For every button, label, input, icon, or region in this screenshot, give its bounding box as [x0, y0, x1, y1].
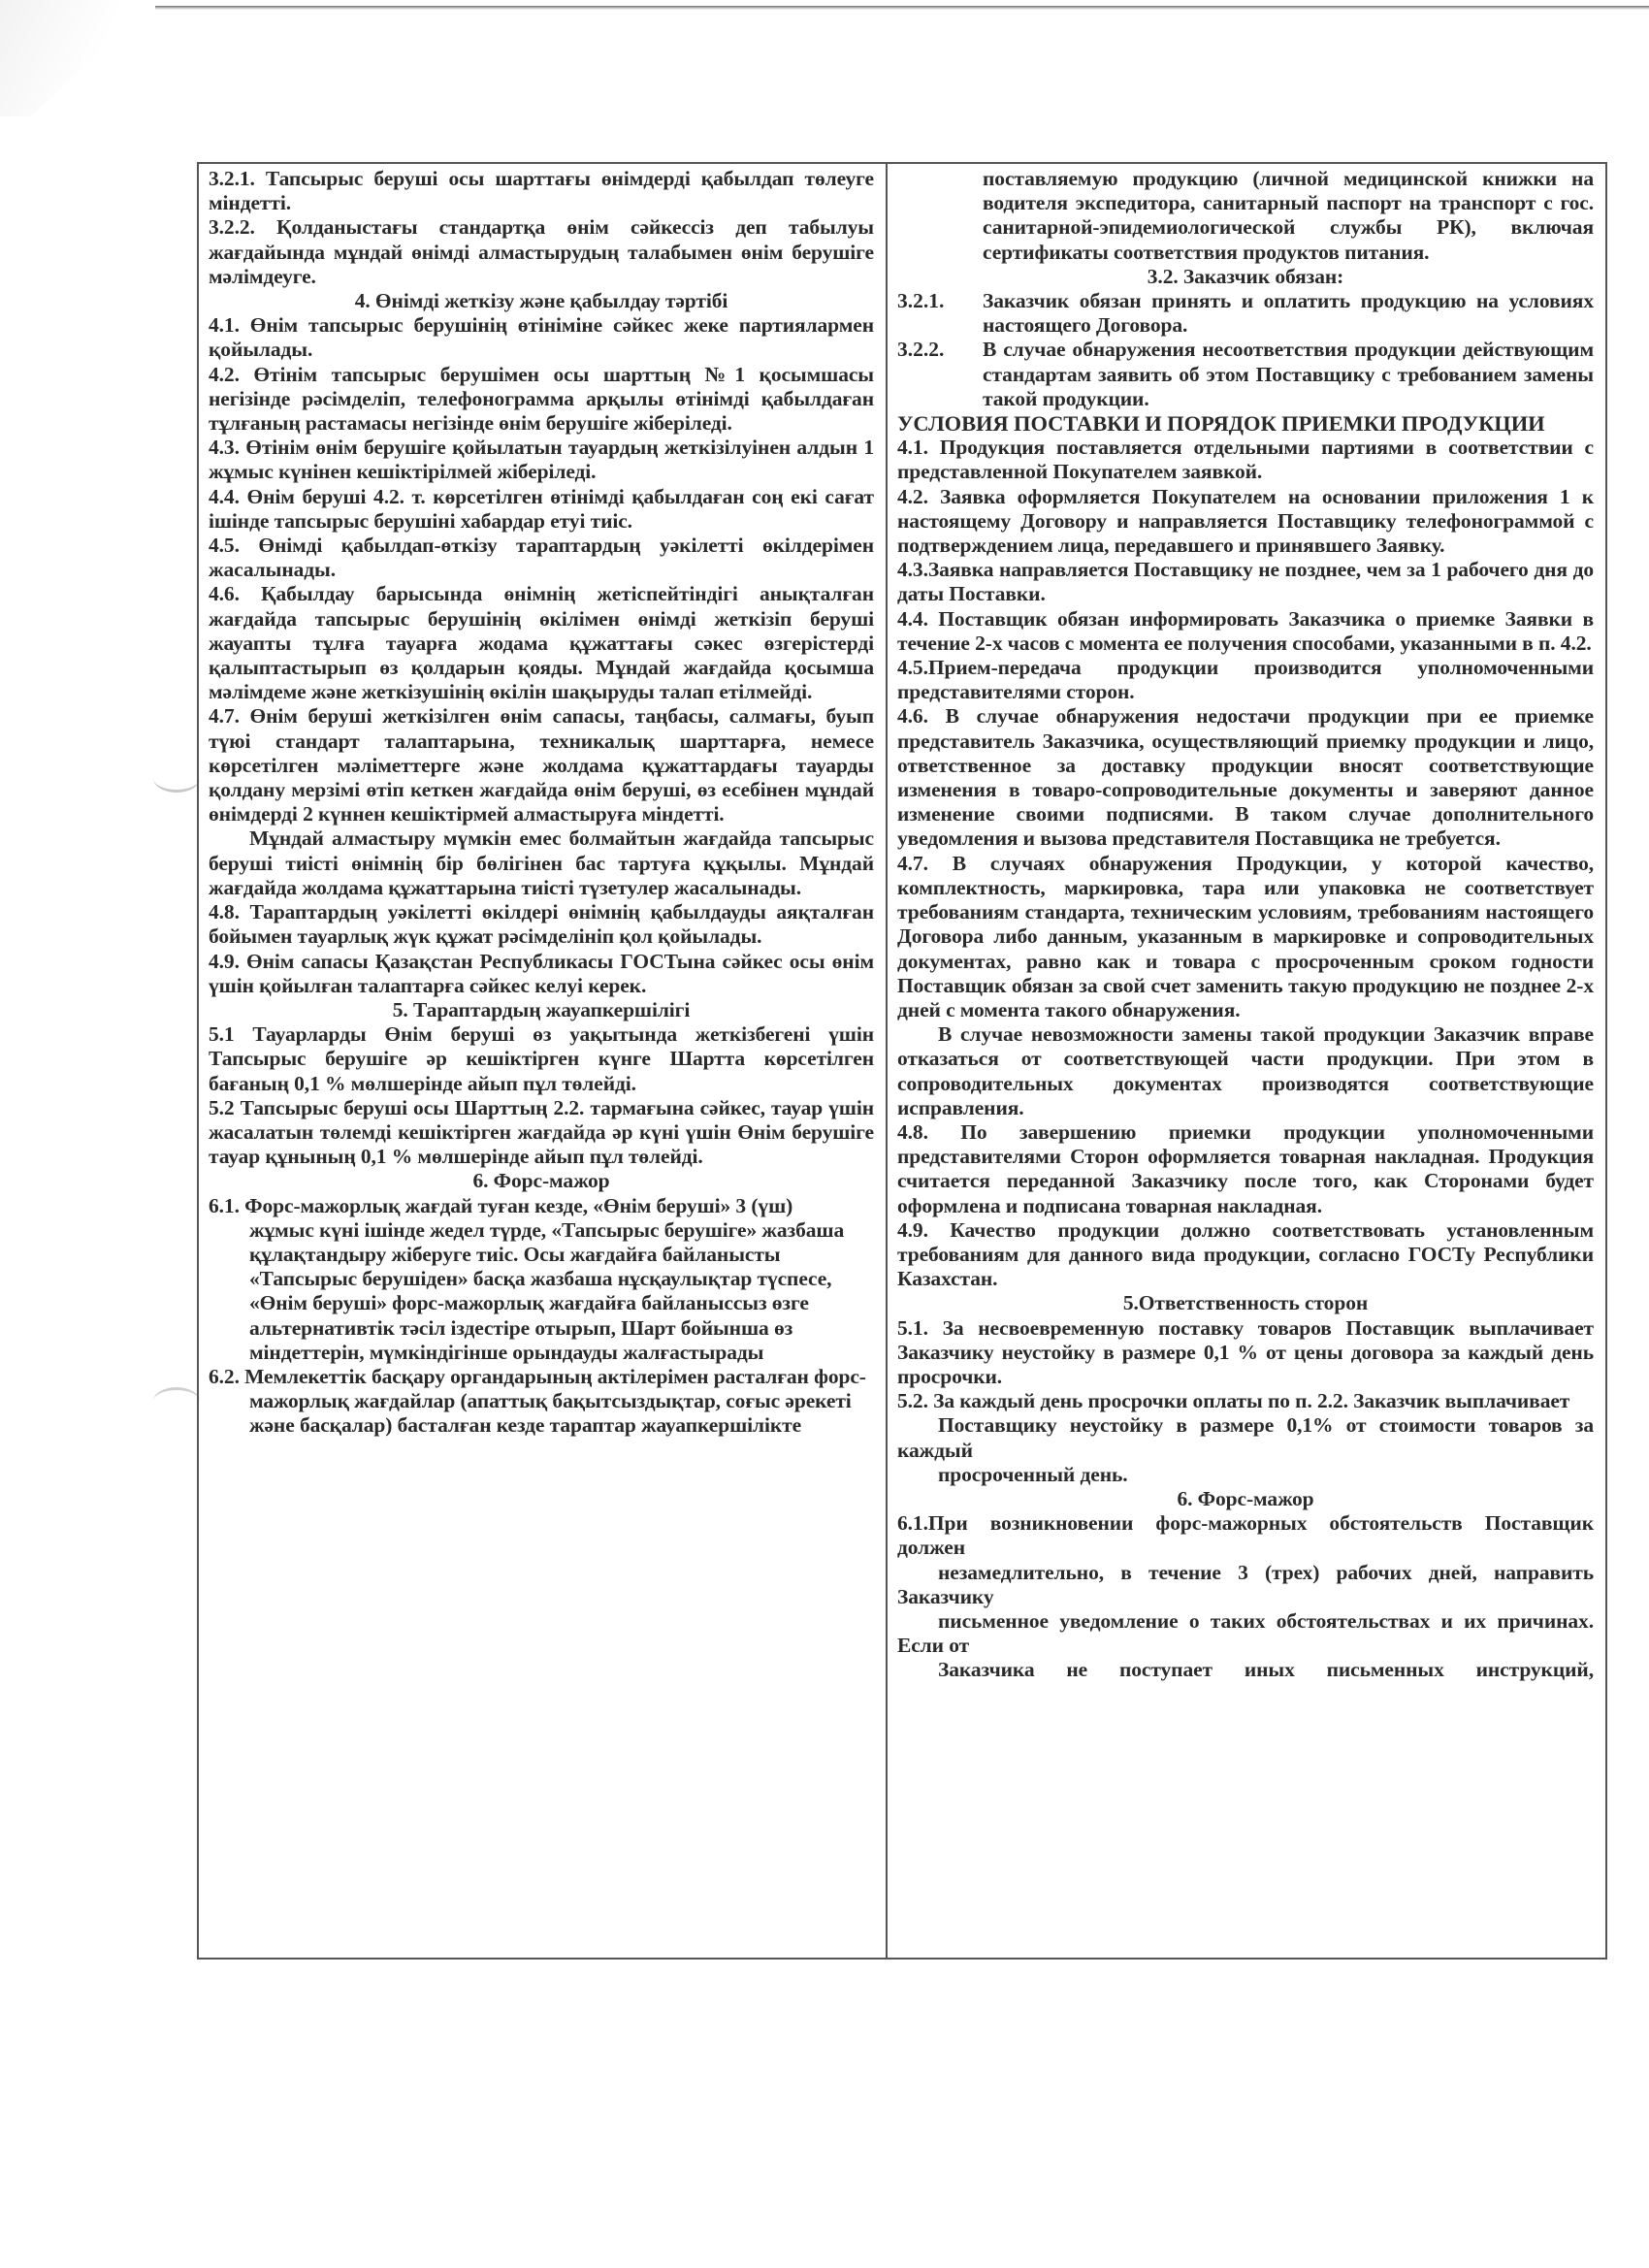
clause-paragraph-kk: 4.6. Қабылдау барысында өнімнің жетіспейтіндігі анықталған жағдайда тапсырыс берушінің өкілімен өнімді жеткізіп беруші жауапты тұлға тауарға жодама құжаттағы сәкес өзгерістерді қалыптастырып өз қолдарын қояды. Мұндай жағдайда қосымша мәлімдеме және жеткізушінің өкілін шақыруды талап етілмейді.	[209, 582, 874, 704]
section-heading-kk: 4. Өнімді жеткізу және қабылдау тәртібі	[354, 289, 728, 313]
section-heading-ru: УСЛОВИЯ ПОСТАВКИ И ПОРЯДОК ПРИЕМКИ ПРОДУКЦИИ	[897, 411, 1545, 437]
clause-text-ru: поставляемую продукцию (личной медицинской книжки на водителя экспедитора, санитарный паспорт на транспорт с гос. санитарной-эпидемиологической службы РК), включая сертификаты соответствия продуктов питания.	[983, 167, 1594, 264]
clause-paragraph-ru: Заказчика не поступает иных письменных инструкций,	[938, 1658, 1594, 1682]
clause-paragraph-kk: міндеттерін, мүмкіндігінше орындауды жалғастырады	[249, 1340, 764, 1364]
clause-paragraph-ru: В случае невозможности замены такой продукции Заказчик вправе отказаться от соответствующей части продукции. При этом в сопроводительных документах производятся соответствующие исправления.	[897, 1022, 1594, 1119]
section-heading-ru: 6. Форс-мажор	[1177, 1486, 1314, 1510]
clause-paragraph-ru: 6.1.При возникновении форс-мажорных обстоятельств Поставщик должен	[897, 1511, 1594, 1560]
clause-paragraph-kk: Мұндай алмастыру мүмкін емес болмайтын жағдайда тапсырыс беруші тиісті өнімнің бір бөлігінен бас тартуға құқылы. Мұндай жағдайда жолдама құжаттарына тиісті түзетулер жасалынады.	[209, 826, 874, 899]
punch-hole-upper	[153, 766, 200, 793]
clause-paragraph-kk: «Өнім беруші» форс-мажорлық жағдайға байланыссыз өзге	[249, 1291, 809, 1315]
clause-paragraph-kk: «Тапсырыс берушіден» басқа жазбаша нұсқаулықтар түспесе,	[249, 1267, 832, 1291]
clause-paragraph-ru: незамедлительно, в течение 3 (трех) рабочих дней, направить Заказчику	[897, 1560, 1594, 1608]
punch-hole-lower	[153, 1387, 200, 1413]
scan-page-edge-top	[155, 6, 1649, 10]
clause-paragraph-ru: 4.6. В случае обнаружения недостачи продукции при ее приемке представитель Заказчика, осуществляющий приемку продукции и лицо, ответственное за доставку продукции вносят соответствующие изменения в товаро-сопроводительные документы и заверяют данное изменение своими подписями. В таком случае дополнительного уведомления и вызова представителя Поставщика не требуется.	[897, 704, 1594, 851]
clause-paragraph-kk: 4.7. Өнім беруші жеткізілген өнім сапасы, таңбасы, салмағы, буып түюі стандарт талаптарына, техникалық шарттарға, немесе көрсетілген мәліметтерге және жолдама құжаттардағы тауарды қолдану мерзімі өтіп кеткен жағдайда өнім беруші, өз есебінен мұндай өнімдерді 2 күннен кешіктірмей алмастыруға міндетті.	[209, 704, 874, 826]
clause-paragraph-kk: 4.4. Өнім беруші 4.2. т. көрсетілген өтінімді қабылдаған соң екі сағат ішінде тапсырыс берушіні хабардар етуі тиіс.	[209, 484, 874, 533]
clause-number: 3.2.1.	[897, 289, 945, 313]
clause-paragraph-kk: 6.1. Форс-мажорлық жағдай туған кезде, «Өнім беруші» 3 (үш)	[209, 1193, 793, 1217]
clause-paragraph-kk: 4.9. Өнім сапасы Қазақстан Республикасы ГОСТына сәйкес осы өнім үшін қойылған талаптарға сәйкес келуі керек.	[209, 949, 874, 997]
clause-paragraph-kk: және басқалар) басталған кезде тараптар жауапкершілікте	[249, 1413, 802, 1438]
clause-paragraph-kk: альтернативтік тәсіл іздестіре отырып, Шарт бойынша өз	[249, 1315, 793, 1340]
clause-text-ru: Заказчик обязан принять и оплатить продукцию на условиях настоящего Договора.	[983, 289, 1594, 338]
bilingual-contract-table	[197, 162, 1607, 1960]
clause-paragraph-kk: 3.2.2. Қолданыстағы стандартқа өнім сәйкессіз деп табылуы жағдайында мұндай өнімді алмастырудың талабымен өнім берушіге мәлімдеуге.	[209, 215, 874, 288]
clause-paragraph-kk: 4.1. Өнім тапсырыс берушінің өтініміне сәйкес жеке партиялармен қойылады.	[209, 313, 874, 362]
clause-item-ru	[897, 289, 1594, 338]
clause-paragraph-ru: 4.3.Заявка направляется Поставщику не позднее, чем за 1 рабочего дня до даты Поставки.	[897, 558, 1594, 606]
clause-paragraph-ru: письменное уведомление о таких обстоятельствах и их причинах. Если от	[897, 1608, 1594, 1658]
clause-paragraph-kk: мажорлық жағдайлар (апаттық бақытсыздықтар, соғыс әрекеті	[249, 1389, 852, 1413]
clause-paragraph-kk: 4.8. Тараптардың уәкілетті өкілдері өнімнің қабылдауды аяқталған бойымен тауарлық жүк құжат рәсімделініп қол қойылады.	[209, 900, 874, 949]
clause-paragraph-ru: 4.2. Заявка оформляется Покупателем на основании приложения 1 к настоящему Договору и направляется Поставщику телефонограммой с подтверждением лица, передавшего и принявшего Заявку.	[897, 484, 1594, 558]
clause-paragraph-ru: 5.2. За каждый день просрочки оплаты по п. 2.2. Заказчик выплачивает	[897, 1389, 1570, 1413]
clause-paragraph-ru: просроченный день.	[938, 1462, 1128, 1486]
clause-paragraph-ru: 4.8. По завершению приемки продукции уполномоченными представителями Сторон оформляется товарная накладная. Продукция считается переданной Заказчику после того, как Сторонами будет оформлена и подписана товарная накладная.	[897, 1119, 1594, 1217]
section-heading-ru: 5.Ответственность сторон	[1122, 1291, 1369, 1315]
clause-paragraph-ru: 4.5.Прием-передача продукции производится уполномоченными представителями сторон.	[897, 656, 1594, 704]
clause-paragraph-ru: 4.4. Поставщик обязан информировать Заказчика о приемке Заявки в течение 2-х часов с момента ее получения способами, указанными в п. 4.2.	[897, 606, 1594, 655]
clause-text-ru: В случае обнаружения несоответствия продукции действующим стандартам заявить об этом Поставщику с требованием замены такой продукции.	[983, 338, 1594, 410]
clause-paragraph-kk: 5.1 Тауарларды Өнім беруші өз уақытында жеткізбегені үшін Тапсырыс берушіге әр кешіктірген күнге Шартта көрсетілген бағаның 0,1 % мөлшерінде айып пұл төлейді.	[209, 1022, 874, 1095]
clause-paragraph-ru: 4.7. В случаях обнаружения Продукции, у которой качество, комплектность, маркировка, тара или упаковка не соответствует требованиям стандарта, техническим условиям, требованиям настоящего Договора либо данным, указанным в маркировке и сопроводительных документах, равно как и товара с просроченным сроком годности Поставщик обязан за свой счет заменить такую продукцию не позднее 2-х дней с момента такого обнаружения.	[897, 851, 1594, 1021]
section-heading-kk: 6. Форс-мажор	[472, 1169, 610, 1193]
kazakh-column	[199, 164, 888, 1958]
clause-number	[897, 167, 983, 265]
clause-paragraph-kk: 3.2.1. Тапсырыс беруші осы шарттағы өнімдерді қабылдап төлеуге міндетті.	[209, 167, 874, 215]
clause-paragraph-kk: 4.2. Өтінім тапсырыс берушімен осы шарттың №1 қосымшасы негізінде рәсімделіп, телефонограмма арқылы өтінімді қабылдаған тұлғаның растамасы негізінде өнім берушіге жіберіледі.	[209, 362, 874, 436]
clause-paragraph-kk: 6.2. Мемлекеттік басқару органдарының актілерімен расталған форс-	[209, 1364, 866, 1388]
clause-paragraph-ru: Поставщику неустойку в размере 0,1% от стоимости товаров за каждый	[897, 1413, 1594, 1462]
section-heading-ru: 3.2. Заказчик обязан:	[1147, 264, 1344, 288]
clause-item-ru	[897, 167, 1594, 265]
clause-paragraph-ru: 5.1. За несвоевременную поставку товаров Поставщик выплачивает Заказчику неустойку в размере 0,1 % от цены договора за каждый день просрочки.	[897, 1315, 1594, 1388]
clause-number: 3.2.2.	[897, 338, 945, 362]
clause-paragraph-ru: 4.9. Качество продукции должно соответствовать установленным требованиям для данного вида продукции, согласно ГОСТу Республики Казахстан.	[897, 1217, 1594, 1291]
scan-page-edge-left	[0, 0, 155, 116]
russian-column	[888, 164, 1605, 1958]
clause-paragraph-kk: 5.2 Тапсырыс беруші осы Шарттың 2.2. тармағына сәйкес, тауар үшін жасалатын төлемді кешіктірген жағдайда әр күні үшін Өнім берушіге тауар құнының 0,1 % мөлшерінде айып пұл төлейді.	[209, 1095, 874, 1169]
clause-paragraph-kk: 4.3. Өтінім өнім берушіге қойылатын тауардың жеткізілуінен алдын 1 жұмыс күнінен кешіктірілмей жіберіледі.	[209, 436, 874, 484]
clause-paragraph-kk: жұмыс күні ішінде жедел түрде, «Тапсырыс берушіге» жазбаша	[249, 1217, 845, 1242]
clause-paragraph-kk: 4.5. Өнімді қабылдап-өткізу тараптардың уәкілетті өкілдерімен жасалынады.	[209, 534, 874, 582]
clause-paragraph-ru: 4.1. Продукция поставляется отдельными партиями в соответствии с представленной Покупателем заявкой.	[897, 436, 1594, 484]
clause-item-ru	[897, 338, 1594, 411]
clause-paragraph-kk: құлақтандыру жіберуге тиіс. Осы жағдайға байланысты	[249, 1242, 781, 1266]
section-heading-kk: 5. Тараптардың жауапкершілігі	[392, 997, 691, 1021]
